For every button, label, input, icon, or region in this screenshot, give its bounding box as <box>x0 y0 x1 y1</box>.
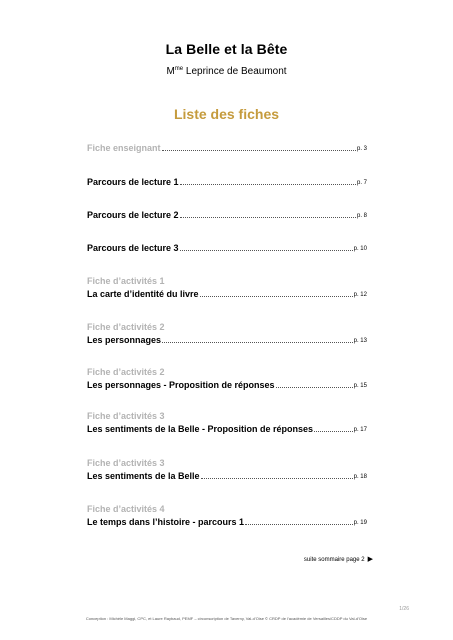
toc-entry[interactable] <box>87 208 367 221</box>
toc-page: p. 13 <box>353 338 367 344</box>
author-superscript: me <box>174 66 184 72</box>
toc-page: p. 8 <box>356 213 367 219</box>
toc-row[interactable] <box>87 141 367 154</box>
toc-row[interactable] <box>87 287 367 300</box>
toc-entry[interactable] <box>87 503 367 528</box>
toc-label[interactable]: Les personnages - Proposition de réponses <box>87 380 275 390</box>
toc-entry[interactable] <box>87 141 367 154</box>
toc-page: p. 10 <box>353 246 367 252</box>
toc-kicker: Fiche d’activités 3 <box>87 411 165 421</box>
toc-entry[interactable] <box>87 275 367 300</box>
dot-leader <box>180 184 356 185</box>
toc-page: p. 12 <box>353 292 367 298</box>
toc-kicker: Fiche d’activités 4 <box>87 504 165 514</box>
toc-row[interactable] <box>87 422 367 435</box>
toc-page: p. 19 <box>353 520 367 526</box>
toc-row[interactable] <box>87 333 367 346</box>
continue-label[interactable]: suite sommaire page 2 <box>303 557 365 563</box>
dot-leader <box>201 478 353 479</box>
toc-entry[interactable] <box>87 175 367 188</box>
dot-leader <box>245 524 353 525</box>
continue-link[interactable] <box>304 555 373 563</box>
toc-row[interactable] <box>87 175 367 188</box>
toc-entry[interactable] <box>87 366 367 391</box>
toc-label[interactable]: La carte d’identité du livre <box>87 289 199 299</box>
play-arrow-icon: ▶ <box>367 556 373 563</box>
toc-label[interactable]: Le temps dans l’histoire - parcours 1 <box>87 517 245 527</box>
toc-label[interactable]: Les sentiments de la Belle <box>87 471 200 481</box>
toc-kicker: Fiche d’activités 1 <box>87 276 165 286</box>
toc-label[interactable]: Fiche enseignant <box>87 143 161 153</box>
author-name: Leprince de Beaumont <box>183 66 287 77</box>
toc-row[interactable] <box>87 241 367 254</box>
toc-row[interactable] <box>87 515 367 528</box>
toc-label[interactable]: Les sentiments de la Belle - Proposition de réponses <box>87 424 314 434</box>
toc-row[interactable] <box>87 378 367 391</box>
page-number: 1/26 <box>399 606 409 612</box>
dot-leader <box>276 387 353 388</box>
toc-label[interactable]: Parcours de lecture 2 <box>87 210 179 220</box>
toc-page: p. 18 <box>353 474 367 480</box>
dot-leader <box>162 342 353 343</box>
toc-page: p. 15 <box>353 383 367 389</box>
toc-kicker: Fiche d’activités 3 <box>87 458 165 468</box>
toc-kicker: Fiche d’activités 2 <box>87 322 165 332</box>
dot-leader <box>180 217 356 218</box>
toc-page: p. 7 <box>356 180 367 186</box>
dot-leader <box>162 150 356 151</box>
toc-page: p. 3 <box>356 146 367 152</box>
dot-leader <box>314 431 353 432</box>
toc-entry[interactable] <box>87 321 367 346</box>
toc-entry[interactable] <box>87 410 367 435</box>
toc-kicker: Fiche d’activités 2 <box>87 367 165 377</box>
toc-label[interactable]: Les personnages <box>87 335 162 345</box>
toc-label[interactable]: Parcours de lecture 1 <box>87 177 179 187</box>
toc-row[interactable] <box>87 208 367 221</box>
author-prefix: M <box>166 66 175 77</box>
toc-label[interactable]: Parcours de lecture 3 <box>87 243 179 253</box>
document-title: La Belle et la Bête <box>165 41 288 57</box>
list-title: Liste des fiches <box>173 106 280 122</box>
toc-row[interactable] <box>87 469 367 482</box>
toc-entry[interactable] <box>87 241 367 254</box>
dot-leader <box>200 296 353 297</box>
toc-page: p. 17 <box>353 427 367 433</box>
toc-entry[interactable] <box>87 457 367 482</box>
author-line <box>0 66 453 77</box>
dot-leader <box>180 250 353 251</box>
footer-credits: Conception : Michèle Maggi, CPC, et Laure Raybaud, PEMF – circonscription de Taverny, Val-d’Oise © CRDP de l’académie de Versailles/CDDP du Val-d’Oise <box>85 616 368 621</box>
